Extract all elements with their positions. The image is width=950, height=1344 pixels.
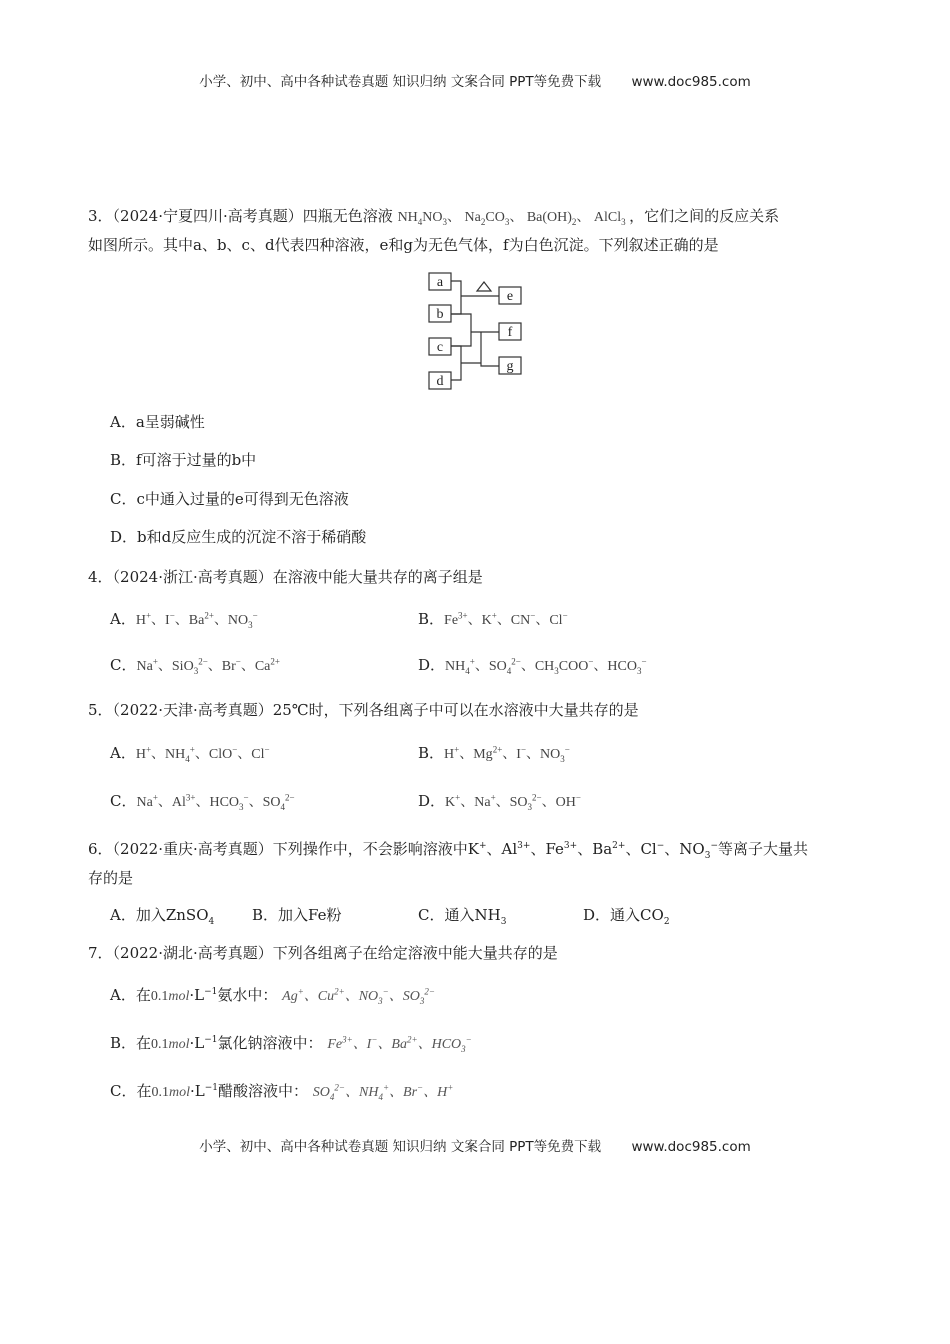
q5-option-c[interactable]: C．Na+、$Al^{3+}$、$HCO_3^-$、$SO_4^{2-}$ bbox=[110, 792, 295, 812]
q3-number: 3． bbox=[88, 207, 113, 225]
q6-option-a[interactable]: A．加入ZnSO$_4$ bbox=[110, 906, 215, 927]
q3-option-b[interactable]: B．f可溶于过量的b中 bbox=[110, 451, 257, 469]
q7-stem: 7．（2022·湖北·高考真题）下列各组离子在给定溶液中能大量共存的是 bbox=[88, 944, 558, 962]
q3-option-c[interactable]: C．c中通入过量的e可得到无色溶液 bbox=[110, 490, 349, 508]
q3-stem-line1: 3．（2024·宁夏四川·高考真题）四瓶无色溶液 $NH_4NO_3$、 $Na_2CO_3$、 $Ba(OH)_2$、 AlCl$_3$ ，它们之间的反应关系 bbox=[88, 207, 780, 227]
page-header bbox=[0, 70, 950, 90]
header-site[interactable]: www.doc985.com bbox=[631, 74, 751, 90]
q5-option-d[interactable]: D．K+、Na+、$SO_3^{2-}$、OH− bbox=[418, 792, 581, 812]
box-f: f bbox=[507, 325, 513, 340]
q7-option-b[interactable]: B．在$0.1mol\cdot L^{-1}$氯化钠溶液中： $Fe^{3+}$、I−、$Ba^{2+}$、$HCO_3^-$ bbox=[110, 1034, 472, 1054]
q7-option-c[interactable]: C．在$0.1mol\cdot L^{-1}$醋酸溶液中： $SO_4^{2-}$、$NH_4^+$、Br−、H+ bbox=[110, 1082, 454, 1102]
page-footer bbox=[0, 1135, 950, 1155]
footer-text: 小学、初中、高中各种试卷真题 知识归纳 文案合同 PPT等免费下载 bbox=[199, 1139, 602, 1155]
reaction-diagram bbox=[425, 270, 525, 395]
footer-site[interactable]: www.doc985.com bbox=[631, 1139, 751, 1155]
header-text: 小学、初中、高中各种试卷真题 知识归纳 文案合同 PPT等免费下载 bbox=[199, 74, 602, 90]
q6-option-b[interactable]: B．加入Fe粉 bbox=[252, 906, 342, 924]
q5-option-b[interactable]: B．H+、$Mg^{2+}$、I−、$NO_3^-$ bbox=[418, 744, 570, 764]
q6-stem-line1: 6．（2022·重庆·高考真题）下列操作中，不会影响溶液中K+、$Al^{3+}$、$Fe^{3+}$、$Ba^{2+}$、Cl−、$NO_3^-$等离子大量共 bbox=[88, 840, 809, 861]
q3-source: （2024·宁夏四川·高考真题） bbox=[112, 207, 303, 225]
q4-option-b[interactable]: B．$Fe^{3+}$、K+、CN−、Cl− bbox=[418, 610, 568, 628]
box-b: b bbox=[436, 307, 444, 322]
q5-option-a[interactable]: A．H+、$NH_4^+$、ClO−、Cl− bbox=[110, 744, 270, 764]
q3-stem: 四瓶无色溶液 bbox=[302, 207, 393, 225]
q4-option-c[interactable]: C．Na+、SiO$_3^{2-}$、Br−、$Ca^{2+}$ bbox=[110, 656, 280, 676]
box-g: g bbox=[506, 359, 514, 374]
q4-stem: 4．（2024·浙江·高考真题）在溶液中能大量共存的离子组是 bbox=[88, 568, 483, 586]
box-e: e bbox=[506, 289, 514, 304]
box-a: a bbox=[436, 275, 444, 290]
q7-option-a[interactable]: A．在$0.1mol\cdot L^{-1}$氨水中： Ag+、$Cu^{2+}$、$NO_3^-$、$SO_3^{2-}$ bbox=[110, 986, 435, 1006]
q3-option-a[interactable]: A．a呈弱碱性 bbox=[110, 413, 205, 431]
box-c: c bbox=[436, 340, 444, 355]
q5-stem: 5．（2022·天津·高考真题）25℃时，下列各组离子中可以在水溶液中大量共存的是 bbox=[88, 701, 639, 719]
q6-option-d[interactable]: D．通入$CO_2$ bbox=[583, 906, 670, 927]
q3-option-d[interactable]: D．b和d反应生成的沉淀不溶于稀硝酸 bbox=[110, 528, 367, 546]
q3-stem-line2: 如图所示。其中a、b、c、d代表四种溶液，e和g为无色气体，f为白色沉淀。下列叙述正确的是 bbox=[88, 236, 719, 254]
box-d: d bbox=[436, 374, 444, 389]
q6-stem-line2: 存的是 bbox=[88, 869, 134, 887]
q4-option-d[interactable]: D．$NH_4^+$、$SO_4^{2-}$、$CH_3COO^-$、$HCO_3^-$ bbox=[418, 656, 647, 676]
q4-option-a[interactable]: A．H+、I−、$Ba^{2+}$、$NO_3^-$ bbox=[110, 610, 258, 630]
q6-option-c[interactable]: C．通入$NH_3$ bbox=[418, 906, 507, 927]
q3-species: $NH_4NO_3$、 $Na_2CO_3$、 $Ba(OH)_2$、 AlCl$_3$ bbox=[397, 210, 626, 227]
